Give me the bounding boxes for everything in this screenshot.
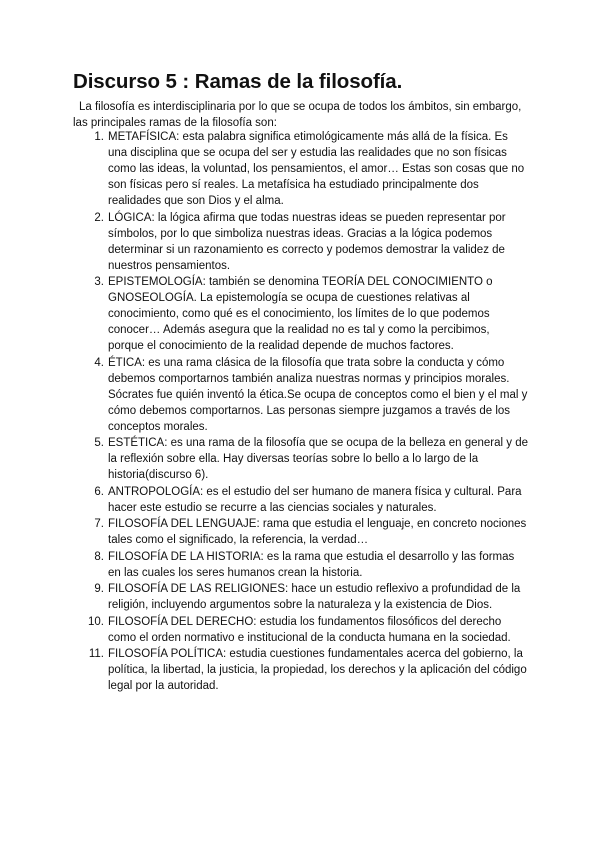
- list-item-text: ESTÉTICA: es una rama de la filosofía que se ocupa de la belleza en general y de la reflexión sobre ella. Hay diversas teorías sobre lo bello a lo largo de la historia(discurso 6).: [108, 437, 529, 481]
- list-number: 9.: [94, 583, 104, 595]
- list-number: 1.: [94, 131, 104, 143]
- list-item: [73, 484, 528, 516]
- list-item-text: EPISTEMOLOGÍA: también se denomina TEORÍA DEL CONOCIMIENTO o GNOSEOLOGÍA. La epistemología se ocupa de cuestiones relativas al conocimiento, como qué es el conocimiento, los límites de lo que podemos conocer… Además asegura que la realidad no es tal y como la percibimos, porque el conocimiento de la realidad depende de muchos factores.: [108, 276, 493, 352]
- list-item-text: FILOSOFÍA DEL DERECHO: estudia los fundamentos filosóficos del derecho como el orden normativo e institucional de la conducta humana en la sociedad.: [108, 615, 511, 644]
- list-item-text: METAFÍSICA: esta palabra significa etimológicamente más allá de la física. Es una disciplina que se ocupa del ser y estudia las realidades que no son físicas como las ideas, la voluntad, los pensamientos, el amor… Estas son cosas que no son físicas pero sí reales. La metafísica ha estudiado principalmente dos realidades que son Dios y el alma.: [108, 131, 525, 207]
- intro-paragraph: La filosofía es interdisciplinaria por lo que se ocupa de todos los ámbitos, sin embargo, las principales ramas de la filosofía son:: [73, 101, 522, 129]
- list-number: 6.: [94, 485, 104, 498]
- list-item-text: ÉTICA: es una rama clásica de la filosofía que trata sobre la conducta y cómo debemos comportarnos también analiza nuestras normas y principios morales. Sócrates fue quién inventó la ética.Se ocupa de conceptos como el bien y el mal y cómo debemos comportarnos. Las personas siempre juzgamos a través de los conceptos morales.: [108, 356, 528, 433]
- list-number: 4.: [94, 356, 104, 369]
- list-number: 11.: [88, 648, 104, 660]
- list-item: [73, 129, 528, 209]
- branches-list: [73, 129, 528, 695]
- list-item: [73, 435, 528, 483]
- list-item-text: ANTROPOLOGÍA: es el estudio del ser humano de manera física y cultural. Para hacer este estudio se recurre a las ciencias sociales y naturales.: [108, 485, 522, 514]
- list-number: 7.: [94, 518, 104, 530]
- list-item: [73, 210, 528, 274]
- list-number: 10.: [88, 615, 104, 628]
- list-item-text: FILOSOFÍA DE LAS RELIGIONES: hace un estudio reflexivo a profundidad de la religión, incluyendo argumentos sobre la naturaleza y la existencia de Dios.: [108, 583, 521, 611]
- list-item: [73, 646, 528, 694]
- list-item-text: FILOSOFÍA DE LA HISTORIA: es la rama que estudia el desarrollo y las formas en las cuales los seres humanos crean la historia.: [108, 550, 515, 579]
- list-item: [73, 516, 528, 548]
- list-number: 2.: [94, 211, 104, 224]
- list-item-text: FILOSOFÍA DEL LENGUAJE: rama que estudia el lenguaje, en concreto nociones tales como el significado, la referencia, la verdad…: [108, 518, 527, 546]
- list-item: [73, 614, 528, 646]
- list-number: 5.: [94, 437, 104, 449]
- list-item-text: FILOSOFÍA POLÍTICA: estudia cuestiones fundamentales acerca del gobierno, la política, la libertad, la justicia, la propiedad, los derechos y la aplicación del código legal por la autoridad.: [108, 648, 527, 692]
- list-item: [73, 274, 528, 354]
- list-item: [73, 549, 528, 581]
- list-number: 3.: [94, 276, 104, 288]
- document-title: Discurso 5 : Ramas de la filosofía.: [73, 70, 403, 93]
- list-number: 8.: [94, 550, 104, 563]
- list-item-text: LÓGICA: la lógica afirma que todas nuestras ideas se pueden representar por símbolos, por lo que simboliza nuestras ideas. Gracias a la lógica podemos determinar si un razonamiento es correcto y podemos demostrar la validez de nuestros pensamientos.: [108, 211, 506, 272]
- list-item: [73, 355, 528, 435]
- list-item: [73, 581, 528, 613]
